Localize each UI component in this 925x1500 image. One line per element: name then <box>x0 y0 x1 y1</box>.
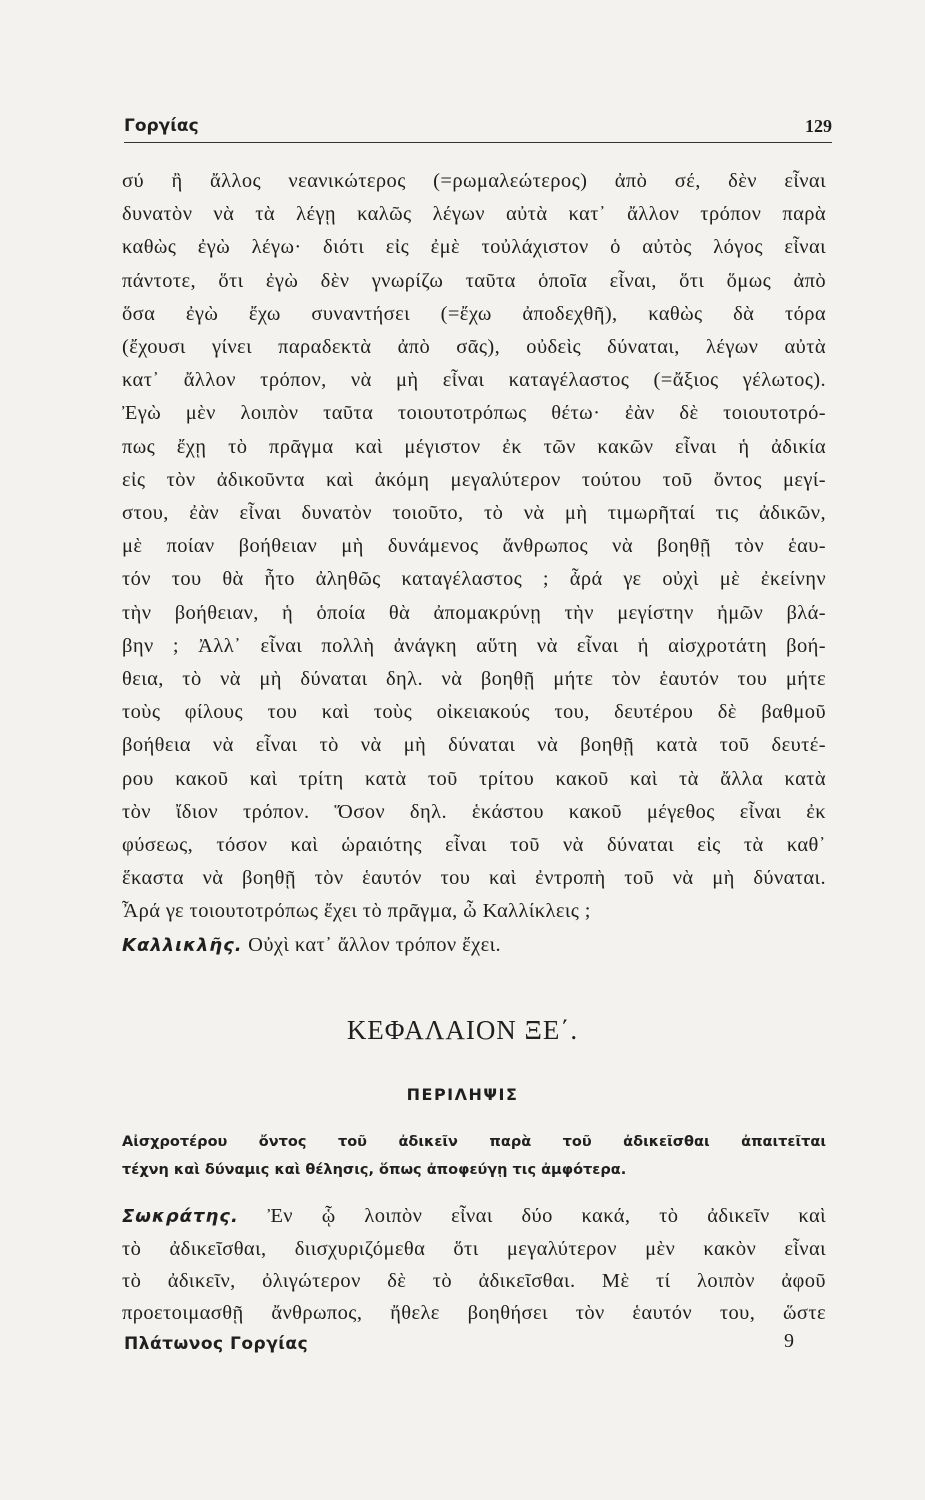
running-title: Γοργίας <box>124 116 199 136</box>
callicles-reply <box>122 929 826 962</box>
text-line: τοὺς φίλους του καὶ τοὺς οἰκειακούς του, δευτέρου δὲ βαθμοῦ <box>122 701 826 724</box>
page-number: 129 <box>805 116 832 136</box>
book-signature: Πλάτωνος Γοργίας <box>124 1334 309 1354</box>
text-line: σύ ἢ ἄλλος νεανικώτερος (=ρωμαλεώτερος) ἀπὸ σέ, δὲν εἶναι <box>122 170 826 192</box>
text-line: τὸ ἀδικεῖσθαι, διισχυριζόμεθα ὅτι μεγαλύτερον μὲν κακὸν εἶναι <box>122 1238 826 1260</box>
summary-line: τέχνη καὶ δύναμις καὶ θέλησις, ὅπως ἀποφεύγῃ τις ἀμφότερα. <box>122 1162 627 1178</box>
text-line: βην ; Ἀλλ᾽ εἶναι πολλὴ ἀνάγκη αὕτη νὰ εἶναι ἡ αἰσχροτάτη βοή- <box>122 634 826 657</box>
summary-line: Αἰσχροτέρου ὄντος τοῦ ἀδικεῖν παρὰ τοῦ ἀδικεῖσθαι ἀπαιτεῖται <box>122 1134 826 1150</box>
text-line: ὅσα ἐγὼ ἔχω συναντήσει (=ἔχω ἀποδεχθῆ), καθὼς δὰ τόρα <box>122 302 826 325</box>
text-line: καθὼς ἐγὼ λέγω· διότι εἰς ἐμὲ τοὐλάχιστον ὁ αὐτὸς λόγος εἶναι <box>122 236 826 259</box>
text-line: τὸν ἴδιον τρόπον. Ὅσον δηλ. ἑκάστου κακοῦ μέγεθος εἶναι ἐκ <box>122 800 826 823</box>
text-line: ἕκαστα νὰ βοηθῇ τὸν ἑαυτόν του καὶ ἐντροπὴ τοῦ νὰ μὴ δύναται. <box>122 867 826 890</box>
chapter-summary <box>122 1128 826 1184</box>
socrates-paragraph <box>122 1200 826 1329</box>
text-line: φύσεως, τόσον καὶ ὡραιότης εἶναι τοῦ νὰ δύναται εἰς τὰ καθ᾽ <box>122 834 826 857</box>
speaker-name-socrates: Σωκράτης. <box>122 1206 239 1227</box>
text-line: στου, ἐὰν εἶναι δυνατὸν τοιοῦτο, τὸ νὰ μὴ τιμωρῆταί τις ἀδικῶν, <box>122 502 826 525</box>
callicles-text: Οὐχὶ κατ᾽ ἄλλον τρόπον ἔχει. <box>248 933 502 956</box>
text-line: κατ᾽ ἄλλον τρόπον, νὰ μὴ εἶναι καταγέλαστος (=ἄξιος γέλωτος). <box>122 369 826 392</box>
text-line: τὸ ἀδικεῖν, ὀλιγώτερον δὲ τὸ ἀδικεῖσθαι. Μὲ τί λοιπὸν ἀφοῦ <box>122 1270 826 1292</box>
text-line: (ἔχουσι γίνει παραδεκτὰ ἀπὸ σᾶς), οὐδεὶς δύναται, λέγων αὐτὰ <box>122 336 826 359</box>
text-line: βοήθεια νὰ εἶναι τὸ νὰ μὴ δύναται νὰ βοηθῇ κατὰ τοῦ δευτέ- <box>122 734 826 757</box>
text-line: θεια, τὸ νὰ μὴ δύναται δηλ. νὰ βοηθῇ μήτε τὸν ἑαυτόν του μήτε <box>122 668 826 691</box>
text-line: τὴν βοήθειαν, ἡ ὁποία θὰ ἀπομακρύνῃ τὴν μεγίστην ἡμῶν βλά- <box>122 601 826 624</box>
chapter-title: ΚΕΦΑΛΑΙΟΝ ΞΕ΄. <box>346 1015 579 1045</box>
text-line: πως ἔχῃ τὸ πρᾶγμα καὶ μέγιστον ἐκ τῶν κακῶν εἶναι ἡ ἀδικία <box>122 435 826 458</box>
speaker-name-callicles: Καλλικλῆς. <box>122 934 243 956</box>
signature-number: 9 <box>784 1330 794 1352</box>
page-footer <box>124 1330 794 1360</box>
text-line: Ἐγὼ μὲν λοιπὸν ταῦτα τοιουτοτρόπως θέτω· ἐὰν δὲ τοιουτοτρό- <box>122 402 826 425</box>
text-line: ρου κακοῦ καὶ τρίτη κατὰ τοῦ τρίτου κακοῦ καὶ τὰ ἄλλα κατὰ <box>122 767 826 790</box>
socrates-text: Ἐν ᾧ λοιπὸν εἶναι δύο κακά, τὸ ἀδικεῖν καὶ <box>267 1205 826 1227</box>
text-line: τόν του θὰ ἦτο ἀληθῶς καταγέλαστος ; ἆρά γε οὐχὶ μὲ ἐκείνην <box>122 568 826 591</box>
text-line: πάντοτε, ὅτι ἐγὼ δὲν γνωρίζω ταῦτα ὁποῖα εἶναι, ὅτι ὅμως ἀπὸ <box>122 269 826 292</box>
text-line: Ἆρά γε τοιουτοτρόπως ἔχει τὸ πρᾶγμα, ὦ Καλλίκλεις ; <box>122 900 591 923</box>
main-paragraph <box>122 165 826 962</box>
text-line: μὲ ποίαν βοήθειαν μὴ δυνάμενος ἄνθρωπος νὰ βοηθῇ τὸν ἑαυ- <box>122 535 826 558</box>
summary-heading: ΠΕΡΙΛΗΨΙΣ <box>406 1085 519 1104</box>
text-line: δυνατὸν νὰ τὰ λέγῃ καλῶς λέγων αὐτὰ κατ᾽ ἄλλον τρόπον παρὰ <box>122 203 826 226</box>
running-header <box>124 112 832 143</box>
text-line: προετοιμασθῇ ἄνθρωπος, ἤθελε βοηθήσει τὸν ἑαυτόν του, ὥστε <box>122 1302 826 1324</box>
text-line: εἰς τὸν ἀδικοῦντα καὶ ἀκόμη μεγαλύτερον τούτου τοῦ ὄντος μεγί- <box>122 468 826 491</box>
socrates-first-line <box>122 1200 826 1233</box>
